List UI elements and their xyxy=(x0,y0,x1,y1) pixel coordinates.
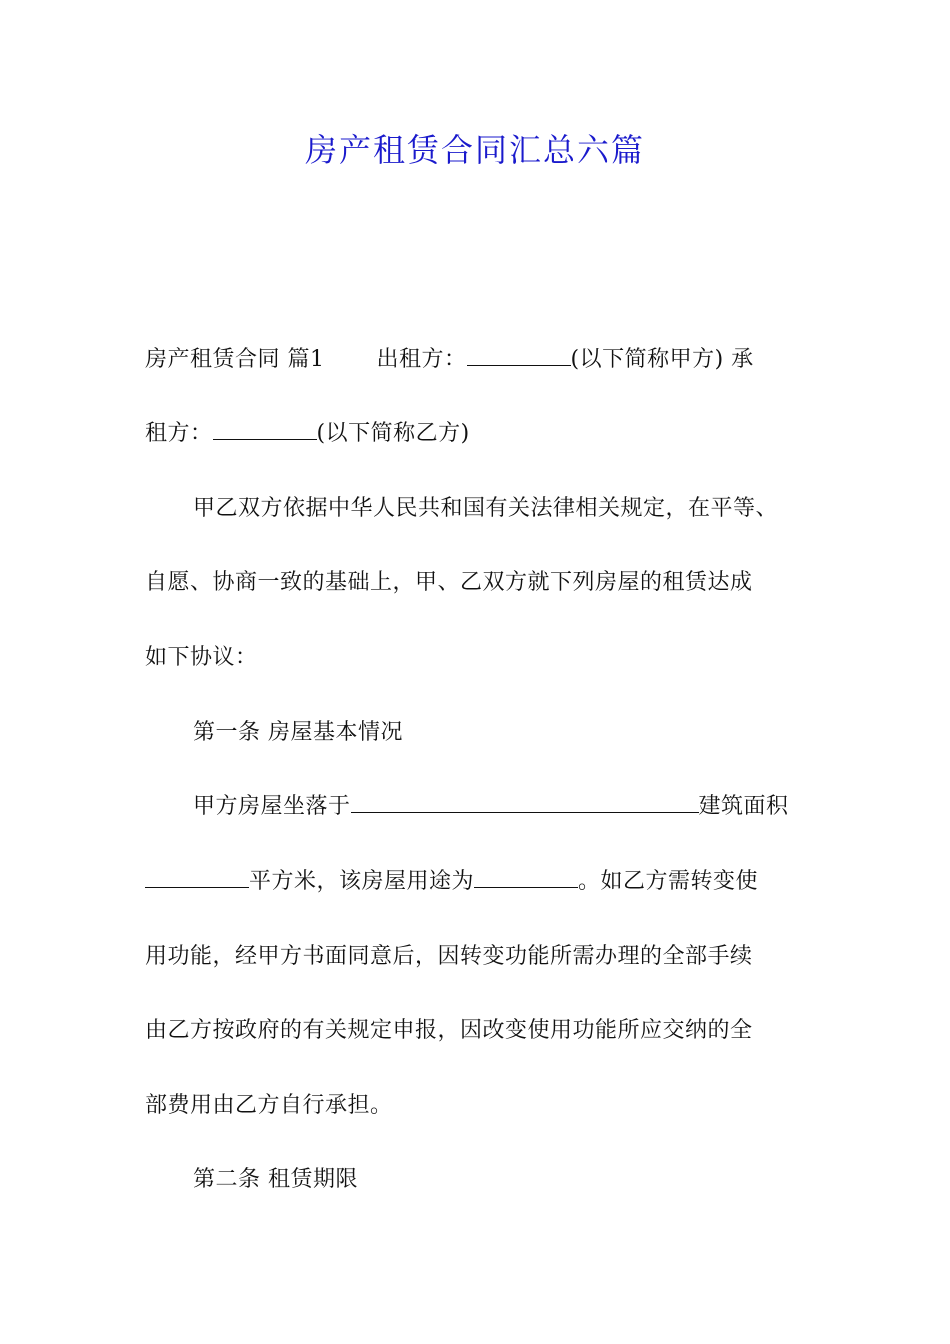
article-heading: 第一条 房屋基本情况 xyxy=(193,720,403,745)
text-line xyxy=(145,414,470,454)
blank-field xyxy=(467,343,571,366)
text-span: 建筑面积 xyxy=(698,794,789,819)
text-span: 出租方： xyxy=(376,347,467,372)
blank-field xyxy=(145,865,249,888)
blank-field xyxy=(213,417,317,440)
text-line: 甲乙双方依据中华人民共和国有关法律相关规定，在平等、 xyxy=(193,496,779,521)
document-title: 房产租赁合同汇总六篇 xyxy=(304,131,645,169)
blank-field xyxy=(351,790,699,813)
text-line xyxy=(145,862,758,902)
text-span: (以下简称乙方) xyxy=(316,421,470,446)
text-line xyxy=(193,787,789,827)
text-span: 租方： xyxy=(145,421,213,446)
article-heading: 第二条 租赁期限 xyxy=(193,1167,358,1192)
blank-field xyxy=(474,865,578,888)
text-span: (以下简称甲方) 承 xyxy=(570,347,754,372)
text-span: 。如乙方需转变使 xyxy=(578,869,759,894)
text-span: 平方米，该房屋用途为 xyxy=(249,869,475,894)
text-line: 自愿、协商一致的基础上，甲、乙双方就下列房屋的租赁达成 xyxy=(145,570,753,595)
text-line: 用功能，经甲方书面同意后，因转变功能所需办理的全部手续 xyxy=(145,944,753,969)
text-line: 如下协议： xyxy=(145,645,258,670)
text-line: 部费用由乙方自行承担。 xyxy=(145,1093,393,1118)
section-heading: 房产租赁合同 篇1 xyxy=(145,347,325,372)
text-line xyxy=(145,340,754,380)
text-span: 甲方房屋坐落于 xyxy=(193,794,351,819)
text-line: 由乙方按政府的有关规定申报，因改变使用功能所应交纳的全 xyxy=(145,1018,753,1043)
